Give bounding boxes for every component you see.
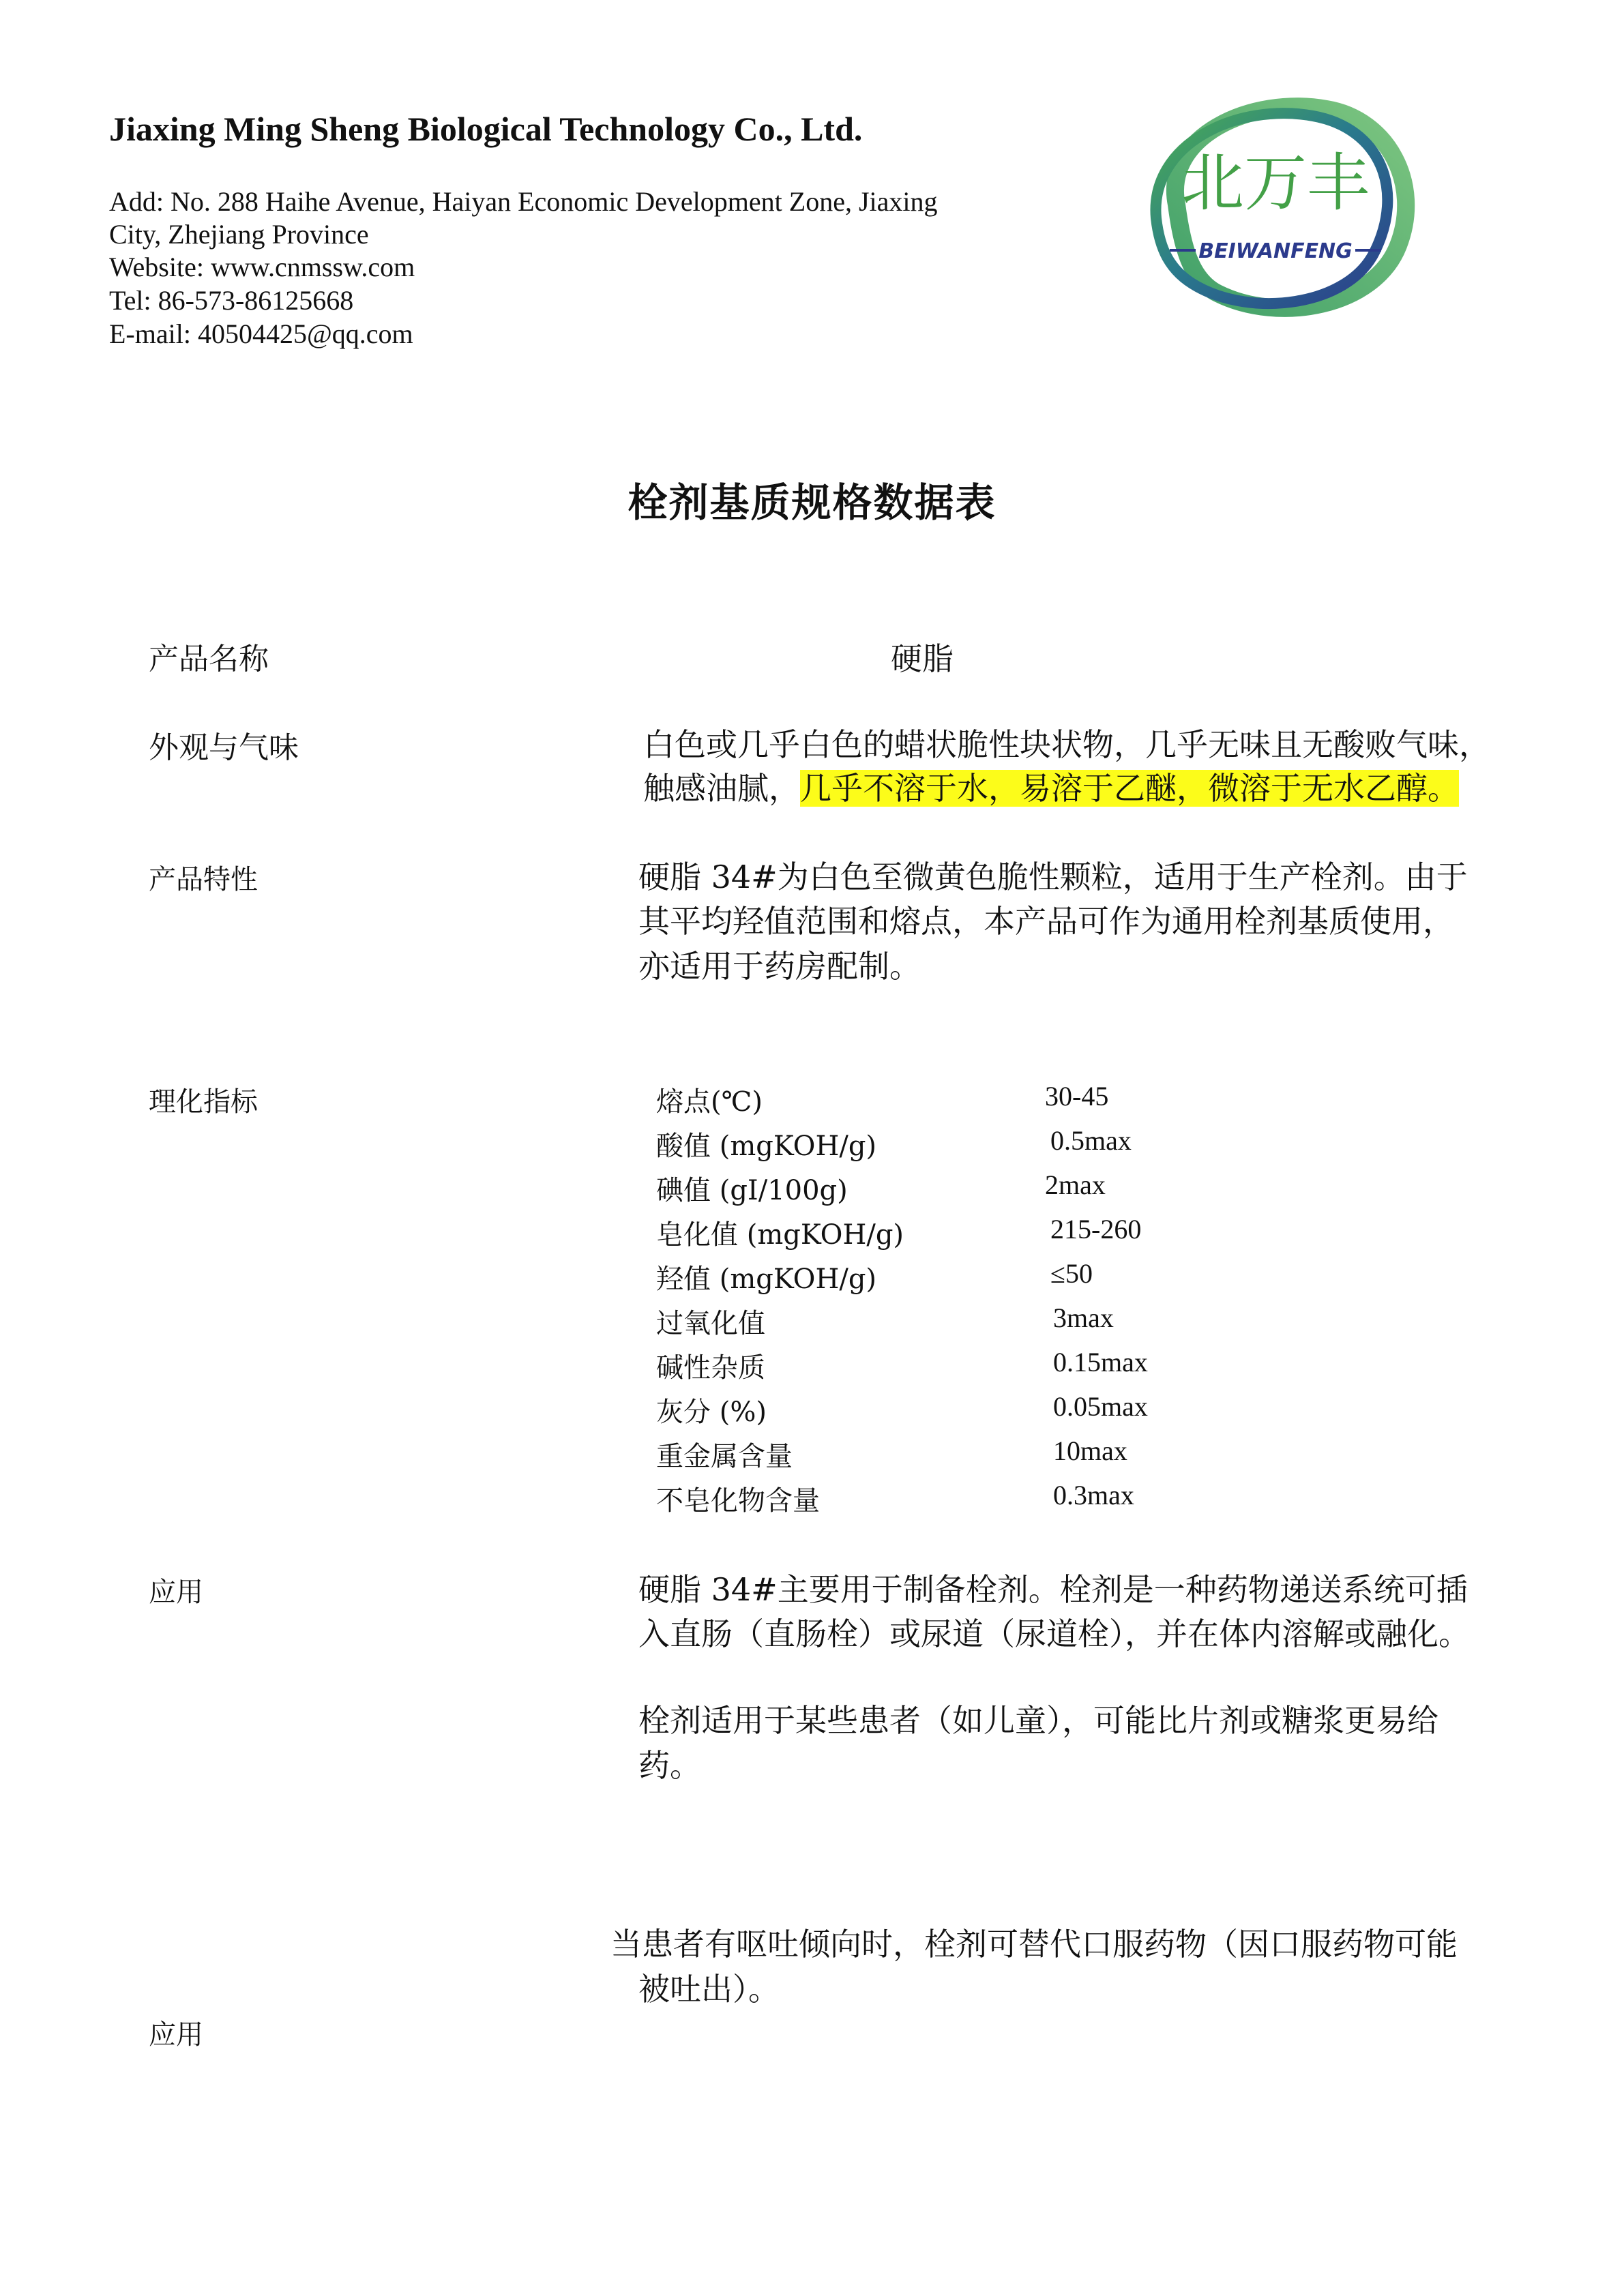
characteristics-label: 产品特性 bbox=[149, 864, 258, 895]
product-name-value: 硬脂 bbox=[891, 640, 954, 677]
appearance-line-2 bbox=[643, 764, 1459, 809]
characteristics-line-2: 其平均羟值范围和熔点，本产品可作为通用栓剂基质使用， bbox=[638, 903, 1454, 940]
application-p1-line-1: 硬脂 34#主要用于制备栓剂。栓剂是一种药物递送系统可插 bbox=[638, 1571, 1468, 1608]
spec-value: 0.3max bbox=[1053, 1480, 1134, 1510]
spec-name: 不皂化物含量 bbox=[656, 1485, 820, 1517]
application2-label: 应用 bbox=[149, 2019, 203, 2051]
spec-name: 羟值 (mgKOH/g) bbox=[656, 1264, 877, 1295]
appearance-text: 触感油腻， bbox=[643, 770, 800, 807]
application-p1-line-2: 入直肠（直肠栓）或尿道（尿道栓），并在体内溶解或融化。 bbox=[638, 1615, 1470, 1652]
page-title: 栓剂基质规格数据表 bbox=[628, 479, 996, 526]
spec-value: 0.05max bbox=[1053, 1391, 1148, 1422]
telephone: Tel: 86-573-86125668 bbox=[109, 285, 354, 316]
solubility-highlight: 几乎不溶于水，易溶于乙醚，微溶于无水乙醇。 bbox=[800, 770, 1459, 807]
spec-value: ≤50 bbox=[1050, 1258, 1093, 1289]
beiwanfeng-logo bbox=[1136, 89, 1415, 327]
logo-cn-text: 北万丰 bbox=[1181, 147, 1370, 220]
spec-value: 10max bbox=[1053, 1435, 1127, 1466]
spec-value: 215-260 bbox=[1050, 1214, 1142, 1244]
spec-name: 碱性杂质 bbox=[656, 1352, 765, 1384]
company-name: Jiaxing Ming Sheng Biological Technology Co., Ltd. bbox=[109, 110, 863, 148]
spec-name: 酸值 (mgKOH/g) bbox=[656, 1131, 877, 1162]
appearance-line-1: 白色或几乎白色的蜡状脆性块状物，几乎无味且无酸败气味， bbox=[643, 726, 1490, 763]
product-name-label: 产品名称 bbox=[149, 642, 269, 676]
spec-name: 过氧化值 bbox=[656, 1308, 765, 1339]
spec-name: 灰分 (%) bbox=[656, 1397, 767, 1428]
spec-value: 2max bbox=[1045, 1169, 1106, 1200]
address-line-2: City, Zhejiang Province bbox=[109, 219, 369, 250]
spec-name: 碘值 (gI/100g) bbox=[656, 1175, 848, 1206]
application-p2-line-1: 栓剂适用于某些患者（如儿童），可能比片剂或糖浆更易给 bbox=[638, 1702, 1438, 1739]
application2-line-1: 当患者有呕吐倾向时，栓剂可替代口服药物（因口服药物可能 bbox=[610, 1926, 1458, 1963]
email: E-mail: 40504425@qq.com bbox=[109, 318, 413, 349]
spec-value: 0.5max bbox=[1050, 1125, 1132, 1156]
application-p2-line-2: 药。 bbox=[638, 1747, 701, 1784]
spec-name: 重金属含量 bbox=[656, 1441, 793, 1472]
characteristics-line-3: 亦适用于药房配制。 bbox=[638, 948, 921, 985]
logo-en-text: BEIWANFENG bbox=[1198, 239, 1353, 263]
application2-line-2: 被吐出）。 bbox=[638, 1971, 780, 2008]
address-line-1: Add: No. 288 Haihe Avenue, Haiyan Economic Development Zone, Jiaxing bbox=[109, 186, 938, 217]
spec-value: 3max bbox=[1053, 1302, 1114, 1333]
application-label: 应用 bbox=[149, 1577, 203, 1608]
appearance-label: 外观与气味 bbox=[149, 730, 299, 765]
specs-label: 理化指标 bbox=[149, 1086, 258, 1118]
spec-name: 熔点(℃) bbox=[656, 1086, 763, 1118]
website: Website: www.cnmssw.com bbox=[109, 252, 415, 282]
characteristics-line-1: 硬脂 34#为白色至微黄色脆性颗粒，适用于生产栓剂。由于 bbox=[638, 859, 1468, 895]
spec-value: 30-45 bbox=[1045, 1081, 1109, 1112]
spec-value: 0.15max bbox=[1053, 1347, 1148, 1377]
spec-name: 皂化值 (mgKOH/g) bbox=[656, 1219, 904, 1251]
